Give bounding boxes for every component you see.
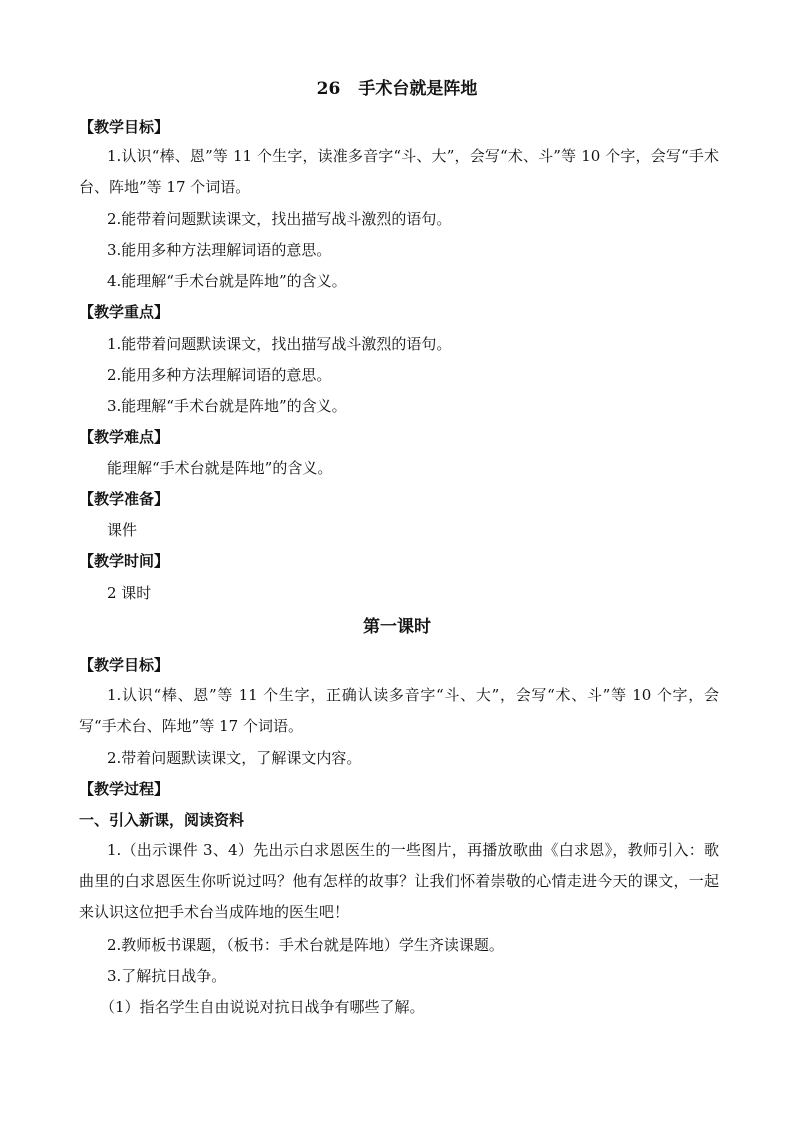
key-point-item: 2.能用多种方法理解词语的意思。 [107, 366, 332, 384]
goal-item: 2.能带着问题默读课文，找出描写战斗激烈的语句。 [107, 210, 452, 228]
step-subitem: （1）指名学生自由说说对抗日战争有哪些了解。 [100, 998, 425, 1016]
lesson-goal-item: 2.带着问题默读课文，了解课文内容。 [107, 749, 362, 767]
time-text: 2 课时 [107, 584, 152, 602]
lesson-number: 26 [316, 79, 341, 99]
section-heading-lesson-goals: 【教学目标】 [79, 656, 170, 674]
section-heading-key-points: 【教学重点】 [79, 303, 170, 321]
section-heading-goals: 【教学目标】 [79, 118, 170, 136]
difficult-point: 能理解“手术台就是阵地”的含义。 [107, 459, 333, 477]
goal-item: 3.能用多种方法理解词语的意思。 [107, 241, 332, 259]
step-item: 2.教师板书课题，（板书：手术台就是阵地）学生齐读课题。 [107, 936, 504, 954]
section-heading-time: 【教学时间】 [79, 552, 170, 570]
goal-item: 1.认识“棒、恩”等 11 个生字，读准多音字“斗、大”，会写“术、斗”等 10 个字，会写“手术台、阵地”等 17 个词语。 [79, 147, 719, 196]
lesson-subtitle: 第一课时 [363, 617, 431, 637]
section-heading-process: 【教学过程】 [79, 780, 170, 798]
step-item: 3.了解抗日战争。 [107, 967, 227, 985]
section-heading-preparation: 【教学准备】 [79, 490, 170, 508]
step-heading: 一、引入新课，阅读资料 [79, 811, 245, 829]
preparation-text: 课件 [107, 521, 138, 539]
section-heading-difficult: 【教学难点】 [79, 428, 170, 446]
lesson-title: 手术台就是阵地 [358, 79, 478, 99]
page-title [0, 79, 794, 99]
key-point-item: 3.能理解“手术台就是阵地”的含义。 [107, 397, 347, 415]
lesson-goal-item: 1.认识“棒、恩”等 11 个生字，正确认读多音字“斗、大”，会写“术、斗”等 10 个字，会写“手术台、阵地”等 17 个词语。 [79, 686, 719, 735]
key-point-item: 1.能带着问题默读课文，找出描写战斗激烈的语句。 [107, 335, 452, 353]
step-item: 1.（出示课件 3、4）先出示白求恩医生的一些图片，再播放歌曲《白求恩》，教师引入：歌曲里的白求恩医生你听说过吗？他有怎样的故事？让我们怀着崇敬的心情走进今天的课文，一起来认识这位把手术台当成阵地的医生吧！ [79, 841, 719, 921]
goal-item: 4.能理解“手术台就是阵地”的含义。 [107, 272, 347, 290]
